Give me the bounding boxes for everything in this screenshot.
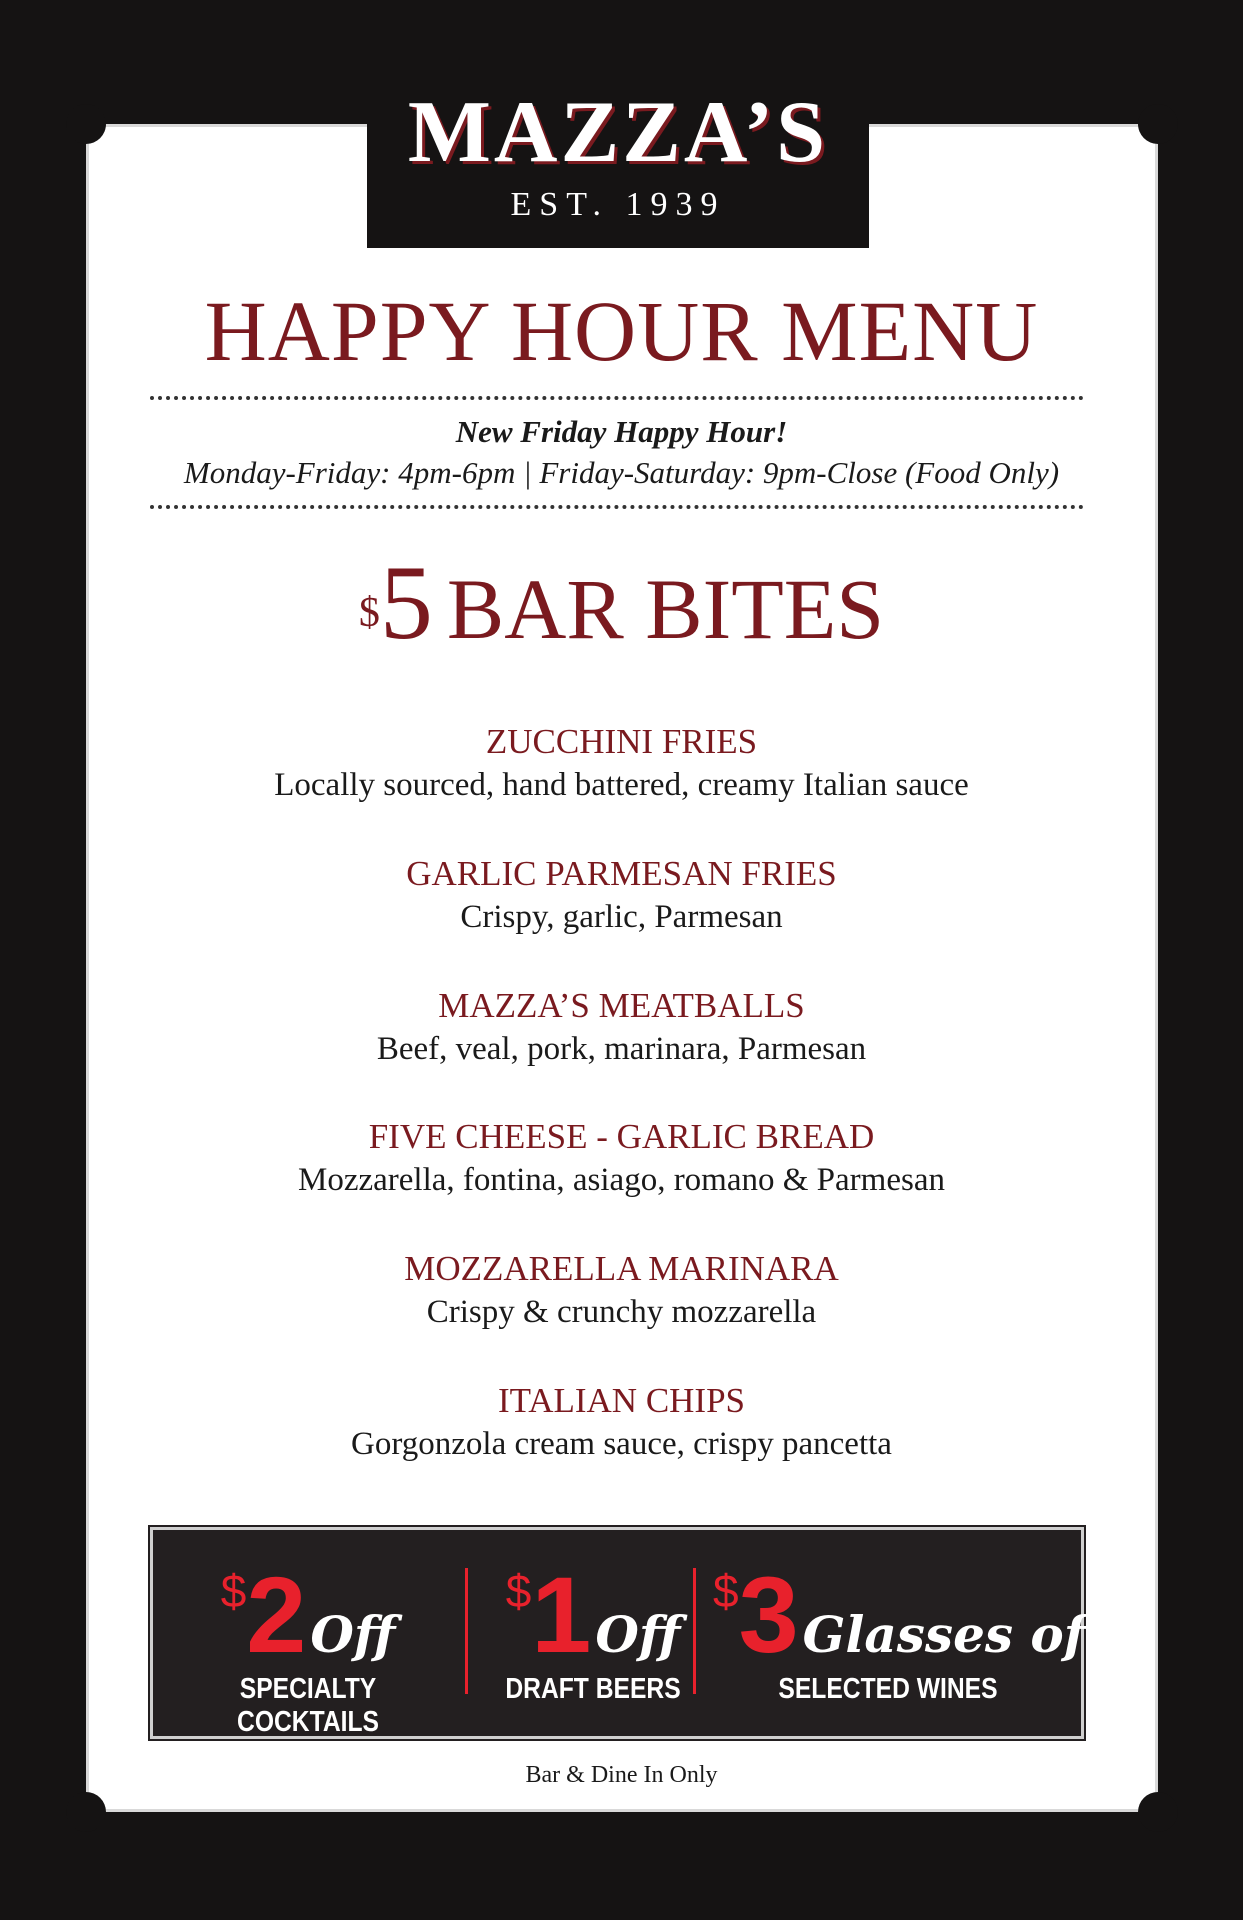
logo-established: EST. 1939 [510,186,726,223]
menu-item [0,1248,1243,1334]
deal-label: SELECTED WINES [778,1673,998,1705]
menu-item-name: GARLIC PARMESAN FRIES [406,854,837,893]
deal-divider [465,1568,468,1694]
dotted-divider-top [150,396,1084,400]
menu-item-name: ZUCCHINI FRIES [485,722,758,761]
menu-item-description: Locally sourced, hand battered, creamy Italian sauce [274,767,969,803]
deal-script-text: Off [310,1605,396,1664]
menu-item-description: Beef, veal, pork, marinara, Parmesan [376,1031,867,1067]
deal-amount: 3 [738,1554,799,1675]
menu-item-description: Crispy & crunchy mozzarella [426,1294,817,1330]
deal-beers [483,1530,703,1736]
menu-item [0,1380,1243,1466]
deal-label: DRAFT BEERS [505,1673,681,1705]
footer-note: Bar & Dine In Only [525,1762,718,1788]
corner-notch-top-right [1138,104,1178,144]
menu-item [0,721,1243,807]
bites-label: BAR BITES [446,561,885,657]
deal-wines [713,1530,1086,1736]
deal-label: SPECIALTY COCKTAILS [237,1673,379,1738]
deal-dollar-sign: $ [505,1565,532,1617]
deal-divider [693,1568,696,1694]
drink-specials-banner [150,1527,1084,1739]
menu-item-description: Gorgonzola cream sauce, crispy pancetta [351,1426,892,1462]
corner-notch-bottom-right [1138,1792,1178,1832]
menu-item-description: Mozzarella, fontina, asiago, romano & Parmesan [298,1162,945,1198]
corner-notch-bottom-left [66,1792,106,1832]
logo-name: MAZZA’S [407,84,829,181]
menu-item [0,1116,1243,1202]
announcement: New Friday Happy Hour! [455,414,788,449]
deal-amount: 1 [531,1554,592,1675]
bar-bites-header [0,544,1243,664]
page-title: HAPPY HOUR MENU [204,283,1039,379]
deal-dollar-sign: $ [713,1565,739,1617]
menu-item-name: FIVE CHEESE - GARLIC BREAD [368,1117,875,1156]
restaurant-logo [367,54,869,248]
corner-notch-top-left [66,104,106,144]
deal-amount: 2 [246,1554,307,1675]
deal-script-text: Off [595,1605,681,1664]
deal-cocktails [173,1530,443,1736]
bites-dollar-sign: $ [358,590,380,636]
deal-dollar-sign: $ [220,1565,247,1617]
deal-script-text: Glasses of [802,1605,1086,1664]
bites-price: 5 [379,544,433,661]
hours: Monday-Friday: 4pm-6pm | Friday-Saturday: 9pm-Close (Food Only) [183,455,1060,490]
menu-item-name: MOZZARELLA MARINARA [404,1249,839,1288]
menu-item [0,853,1243,939]
dotted-divider-bottom [150,505,1084,509]
menu-item-name: ITALIAN CHIPS [497,1381,746,1420]
menu-item-description: Crispy, garlic, Parmesan [460,899,783,935]
menu-item [0,985,1243,1071]
menu-item-name: MAZZA’S MEATBALLS [438,986,805,1025]
